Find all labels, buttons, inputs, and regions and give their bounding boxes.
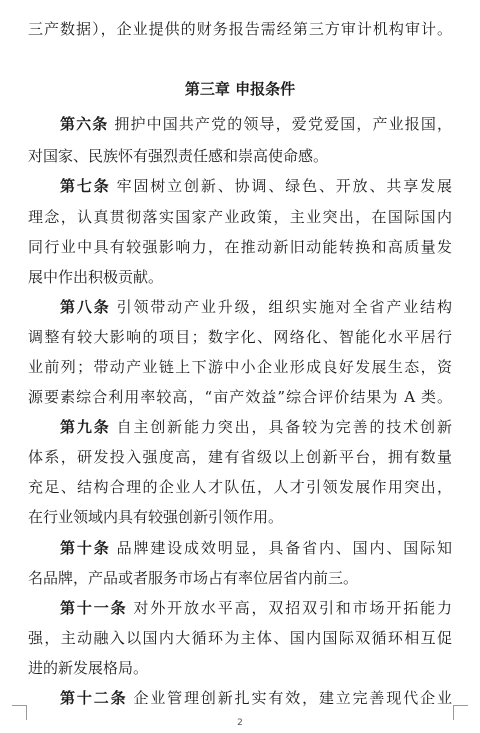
article-9-line: 在行业领域内具有较强创新引领作用。 bbox=[28, 508, 284, 526]
article-7-line: 理念，认真贯彻落实国家产业政策，主业突出，在国际国内 bbox=[28, 208, 452, 226]
article-7-text: 牢固树立创新、协调、绿色、开放、共享发展 bbox=[116, 177, 452, 195]
article-10-label: 第十条 bbox=[60, 539, 111, 557]
article-9-text: 自主创新能力突出，具备较为完善的技术创新 bbox=[116, 418, 452, 436]
article-7-first-line bbox=[60, 175, 452, 197]
article-8-first-line bbox=[60, 296, 452, 318]
article-9-label: 第九条 bbox=[60, 418, 111, 436]
article-11-label: 第十一条 bbox=[60, 599, 128, 617]
article-6-line: 对国家、民族怀有强烈责任感和崇高使命感。 bbox=[28, 147, 329, 165]
article-11-line: 强，主动融入以国内大循环为主体、国内国际双循环相互促 bbox=[28, 629, 452, 647]
article-12-text: 企业管理创新扎实有效，建立完善现代企业 bbox=[133, 689, 452, 707]
article-6-first-line bbox=[60, 113, 452, 135]
article-9-line: 体系，研发投入强度高，建有省级以上创新平台，拥有数量 bbox=[28, 448, 452, 466]
article-11-text: 对外开放水平高，双招双引和市场开拓能力 bbox=[133, 599, 452, 617]
article-8-label: 第八条 bbox=[60, 298, 111, 316]
article-8-text: 引领带动产业升级，组织实施对全省产业结构 bbox=[116, 298, 452, 316]
article-11-first-line bbox=[60, 597, 452, 619]
article-9-first-line bbox=[60, 416, 452, 438]
article-9-line: 充足、结构合理的企业人才队伍，人才引领发展作用突出， bbox=[28, 478, 452, 496]
article-11-line: 进的新发展格局。 bbox=[28, 659, 149, 677]
chapter-title: 第三章 申报条件 bbox=[184, 80, 296, 98]
article-7-line: 同行业中具有较强影响力，在推动新旧动能转换和高质量发 bbox=[28, 238, 452, 256]
article-6-label: 第六条 bbox=[60, 115, 109, 133]
article-10-text: 品牌建设成效明显，具备省内、国内、国际知 bbox=[116, 539, 452, 557]
article-10-line: 名品牌，产品或者服务市场占有率位居省内前三。 bbox=[28, 569, 359, 587]
article-8-line: 源要素综合利用率较高，“亩产效益”综合评价结果为 A 类。 bbox=[28, 388, 452, 406]
article-12-label: 第十二条 bbox=[60, 689, 128, 707]
article-7-line: 展中作出积极贡献。 bbox=[28, 268, 164, 286]
article-7-label: 第七条 bbox=[60, 177, 111, 195]
article-8-line: 业前列；带动产业链上下游中小企业形成良好发展生态，资 bbox=[28, 358, 452, 376]
article-12-first-line bbox=[60, 687, 452, 709]
article-10-first-line bbox=[60, 537, 452, 559]
article-6-text: 拥护中国共产党的领导，爱党爱国，产业报国， bbox=[114, 115, 452, 133]
page-number: 2 bbox=[237, 718, 243, 728]
article-8-line: 调整有较大影响的项目；数字化、网络化、智能化水平居行 bbox=[28, 328, 452, 346]
intro-line: 三产数据），企业提供的财务报告需经第三方审计机构审计。 bbox=[28, 20, 452, 38]
